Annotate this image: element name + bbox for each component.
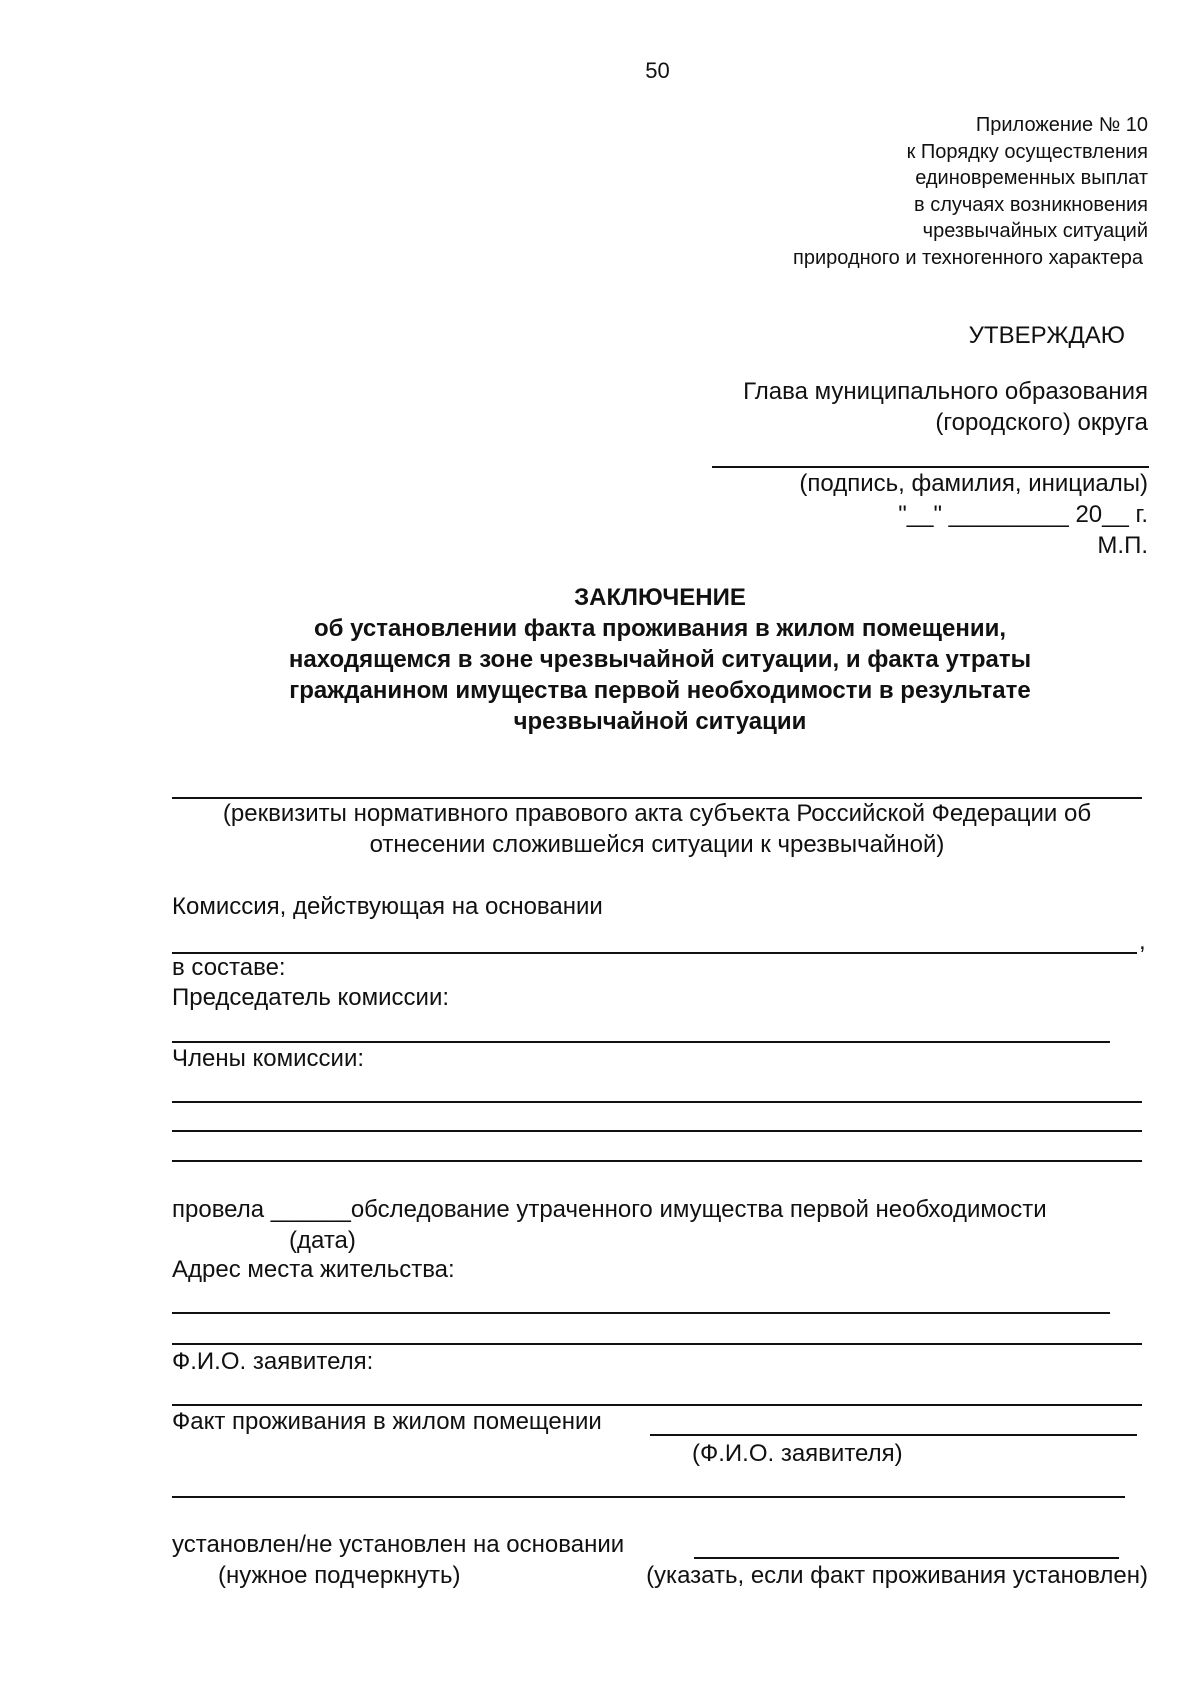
date-line: "__" _________ 20__ г. bbox=[898, 501, 1148, 528]
address-line-2 bbox=[172, 1343, 1142, 1345]
residence-line-2 bbox=[172, 1496, 1125, 1498]
signature-line bbox=[712, 466, 1149, 468]
appendix-line: природного и техногенного характера bbox=[793, 246, 1143, 269]
members-label: Члены комиссии: bbox=[172, 1045, 365, 1072]
residence-fact-label: Факт проживания в жилом помещении bbox=[172, 1408, 602, 1435]
appendix-line: чрезвычайных ситуаций bbox=[922, 220, 1148, 242]
residence-fact-caption: (Ф.И.О. заявителя) bbox=[692, 1440, 903, 1467]
survey-date-caption: (дата) bbox=[289, 1227, 356, 1254]
appendix-line: к Порядку осуществления bbox=[906, 140, 1148, 163]
composition-label: в составе: bbox=[172, 954, 286, 981]
specify-caption: (указать, если факт проживания установлен) bbox=[646, 1562, 1148, 1589]
chairman-line bbox=[172, 1041, 1110, 1043]
title-subtitle-line: об установлении факта проживания в жилом помещении, bbox=[313, 615, 1007, 642]
applicant-line bbox=[172, 1404, 1142, 1406]
approve-label: УТВЕРЖДАЮ bbox=[968, 322, 1125, 349]
established-basis-line bbox=[694, 1557, 1119, 1559]
appendix-line: в случаях возникновения bbox=[914, 193, 1148, 216]
applicant-label: Ф.И.О. заявителя: bbox=[172, 1348, 374, 1375]
address-line-1 bbox=[172, 1312, 1110, 1314]
member-line-1 bbox=[172, 1101, 1142, 1103]
member-line-2 bbox=[172, 1130, 1142, 1132]
seal-label: М.П. bbox=[1097, 532, 1148, 559]
page-number: 50 bbox=[645, 58, 670, 83]
signature-caption: (подпись, фамилия, инициалы) bbox=[799, 470, 1148, 497]
title-subtitle-line: находящемся в зоне чрезвычайной ситуации, и факта утраты bbox=[288, 646, 1032, 673]
residence-fact-line bbox=[650, 1434, 1137, 1436]
requisites-caption-line2: отнесении сложившейся ситуации к чрезвычайной) bbox=[369, 831, 945, 858]
chairman-label: Председатель комиссии: bbox=[172, 984, 450, 1011]
requisites-caption-line1: (реквизиты нормативного правового акта субъекта Российской Федерации об bbox=[222, 800, 1092, 827]
address-label: Адрес места жительства: bbox=[172, 1256, 455, 1283]
appendix-line: Приложение № 10 bbox=[975, 114, 1148, 136]
underline-caption: (нужное подчеркнуть) bbox=[218, 1562, 461, 1589]
title-subtitle-line: гражданином имущества первой необходимости в результате bbox=[289, 677, 1031, 704]
head-title-line1: Глава муниципального образования bbox=[743, 378, 1148, 405]
title-subtitle-line: чрезвычайной ситуации bbox=[513, 708, 807, 735]
commission-basis-line bbox=[172, 952, 1137, 954]
established-label: установлен/не установлен на основании bbox=[172, 1531, 625, 1558]
head-title-line2: (городского) округа bbox=[935, 409, 1148, 436]
comma: , bbox=[1139, 928, 1146, 955]
commission-basis-label: Комиссия, действующая на основании bbox=[172, 893, 603, 920]
title-heading: ЗАКЛЮЧЕНИЕ bbox=[574, 584, 746, 611]
member-line-3 bbox=[172, 1160, 1142, 1162]
appendix-line: единовременных выплат bbox=[915, 167, 1148, 189]
survey-text: провела ______обследование утраченного имущества первой необходимости bbox=[172, 1196, 1047, 1223]
appendix-block bbox=[793, 112, 1148, 271]
requisites-line bbox=[172, 797, 1142, 799]
document-title bbox=[0, 582, 1200, 737]
